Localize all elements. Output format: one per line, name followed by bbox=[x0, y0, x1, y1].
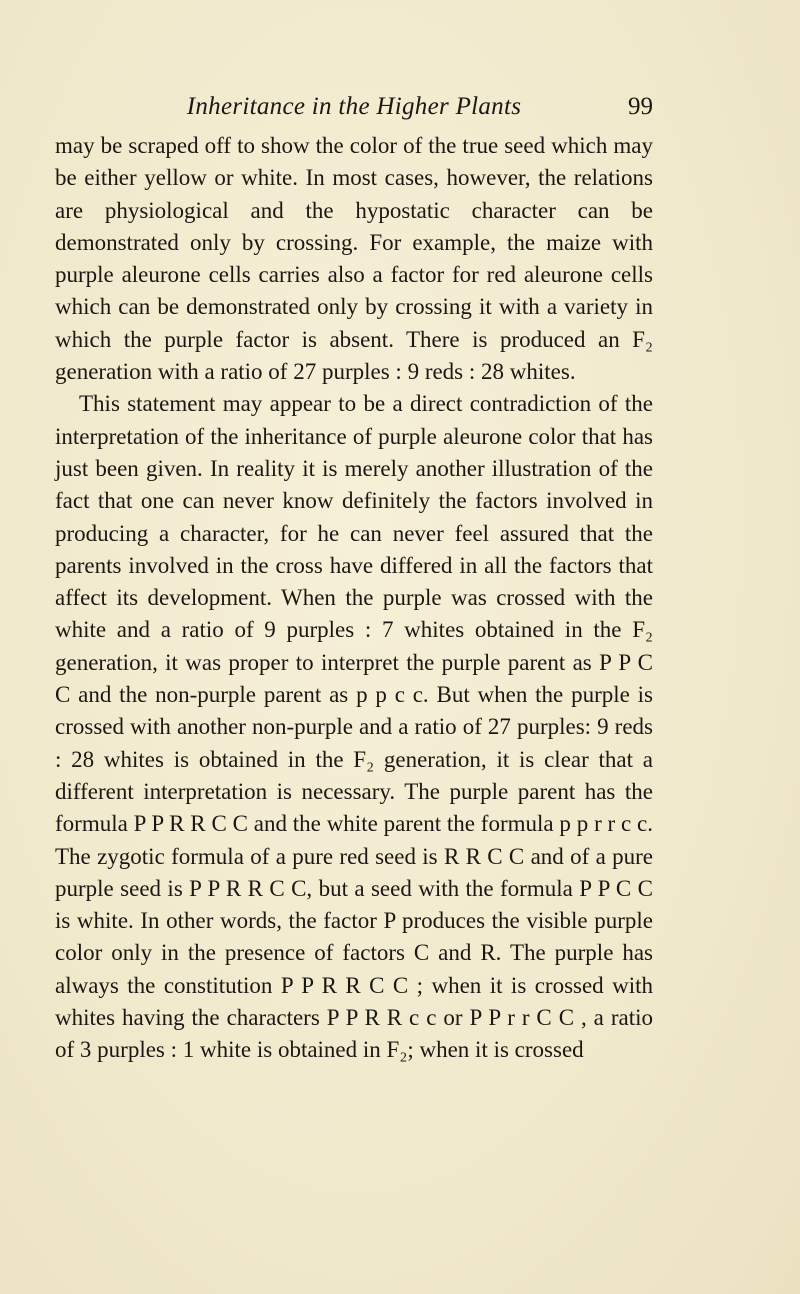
paragraph-1: may be scraped off to show the color of the true seed which may be either yellow or white. In most cases, however, the relations are physiological and the hypostatic character can be demonstrated only by crossing. For example, the maize with purple aleurone cells carries also a factor for red aleurone cells which can be demonstrated only by crossing it with a variety in which the purple factor is absent. There is produced an F₂ generation with a ratio of 27 purples : 9 reds : 28 whites. bbox=[55, 133, 653, 385]
running-title: Inheritance in the Higher Plants bbox=[186, 93, 522, 120]
page-number: 99 bbox=[628, 93, 653, 120]
body-text bbox=[55, 130, 653, 1067]
paragraph-2: This statement may appear to be a direct contradiction of the interpretation of the inheritance of purple aleurone color that has just been given. In reality it is merely another illustration of the fact that one can never know definitely the factors involved in producing a character, for he can never feel assured that the parents involved in the cross have differed in all the factors that affect its development. When the purple was crossed with the white and a ratio of 9 purples : 7 whites obtained in the F₂ generation, it was proper to interpret the purple parent as P P C C and the non-purple parent as p p c c. But when the purple is crossed with another non-purple and a ratio of 27 purples: 9 reds : 28 whites is obtained in the F₂ generation, it is clear that a different interpretation is necessary. The purple parent has the formula P P R R C C and the white parent the formula p p r r c c. The zygotic formula of a pure red seed is R R C C and of a pure purple seed is P P R R C C, but a seed with the formula P P C C is white. In other words, the factor P produces the visible purple color only in the presence of factors C and R. The purple has always the constitution P P R R C C ; when it is crossed with whites having the characters P P R R c c or P P r r C C , a ratio of 3 purples : 1 white is obtained in F₂; when it is crossed bbox=[55, 391, 653, 1063]
running-head bbox=[55, 92, 653, 122]
